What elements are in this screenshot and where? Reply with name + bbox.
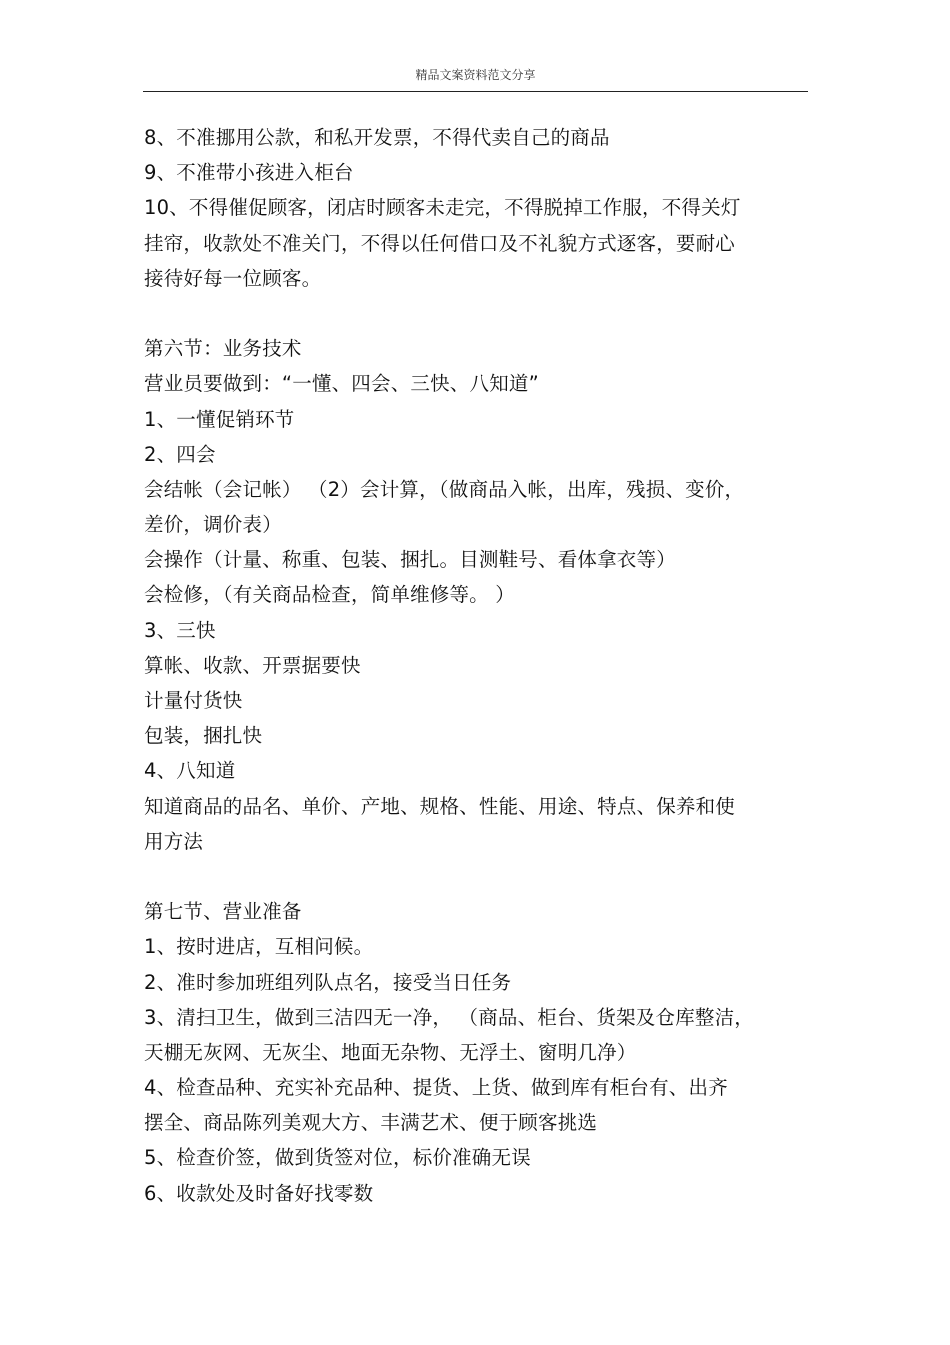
paragraph-spacer xyxy=(144,859,794,894)
text-line: 2、准时参加班组列队点名，接受当日任务 xyxy=(144,970,512,994)
page-header-title: 精品文案资料范文分享 xyxy=(415,68,536,82)
text-line: 3、三快 xyxy=(144,618,216,642)
text-line: 10、不得催促顾客，闭店时顾客未走完，不得脱掉工作服，不得关灯 xyxy=(144,196,741,220)
text-line: 天棚无灰网、无灰尘、地面无杂物、无浮土、窗明几净） xyxy=(144,1040,637,1064)
text-line: 挂帘，收款处不准关门，不得以任何借口及不礼貌方式逐客，要耐心 xyxy=(144,231,736,255)
text-line: 8、不准挪用公款，和私开发票，不得代卖自己的商品 xyxy=(144,126,610,149)
text-line: 会操作（计量、称重、包装、捆扎。目测鞋号、看体拿衣等） xyxy=(144,548,676,572)
text-line: 包装，捆扎快 xyxy=(144,724,263,748)
text-line: 会结帐（会记帐） （2）会计算，（做商品入帐，出库，残损、变价， xyxy=(144,477,745,501)
text-line: 计量付货快 xyxy=(144,689,243,712)
text-line: 6、收款处及时备好找零数 xyxy=(144,1181,374,1205)
text-line: 4、八知道 xyxy=(144,759,236,783)
text-line: 1、按时进店，互相问候。 xyxy=(144,935,374,959)
text-line: 摆全、商品陈列美观大方、丰满艺术、便于顾客挑选 xyxy=(144,1111,598,1135)
text-line: 算帐、收款、开票据要快 xyxy=(144,653,361,677)
section-heading: 第七节、营业准备 xyxy=(144,900,302,924)
text-line: 9、不准带小孩进入柜台 xyxy=(144,161,354,185)
text-line: 营业员要做到：“一懂、四会、三快、八知道” xyxy=(144,372,539,396)
text-line: 接待好每一位顾客。 xyxy=(144,266,322,290)
section-heading: 第六节：业务技术 xyxy=(144,337,302,361)
text-line: 3、清扫卫生，做到三洁四无一净， （商品、柜台、货架及仓库整洁， xyxy=(144,1005,755,1029)
text-line: 4、检查品种、充实补充品种、提货、上货、做到库有柜台有、出齐 xyxy=(144,1076,728,1100)
text-line: 2、四会 xyxy=(144,442,216,466)
text-line: 用方法 xyxy=(144,829,204,853)
paragraph-spacer xyxy=(144,296,794,331)
text-line: 1、一懂促销环节 xyxy=(144,407,295,431)
text-line: 知道商品的品名、单价、产地、规格、性能、用途、特点、保养和使 xyxy=(144,794,736,818)
header-divider xyxy=(143,91,808,92)
text-line: 5、检查价签，做到货签对位，标价准确无误 xyxy=(144,1146,531,1170)
text-line: 会检修，（有关商品检查，简单维修等。 ） xyxy=(144,583,515,607)
text-line: 差价，调价表） xyxy=(144,513,282,537)
document-body xyxy=(144,120,794,1211)
